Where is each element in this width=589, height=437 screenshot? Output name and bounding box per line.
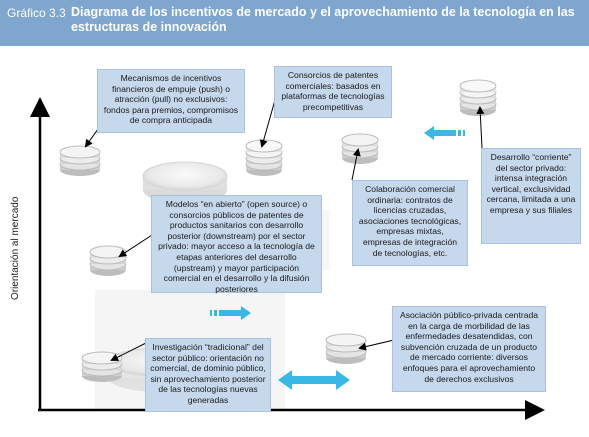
box-traditional-research-text: Investigación “tradicional” del sector público: orientación no comercial, de dominio público, sin aprovechamiento posterior de las tecnologías nuevas generadas (150, 342, 266, 405)
box-commercial-collaboration-text: Colaboración comercial ordinaria: contratos de licencias cruzadas, asociaciones tecnológicas, empresas mixtas, empresas de integración de tecnologías, etc. (358, 184, 462, 258)
box-mainstream-private-text: Desarrollo “corriente” del sector privado: intensa integración vertical, exclusividad cercana, limitada a una empresa y sus filiales (486, 152, 576, 215)
pill-stack-icon (60, 146, 100, 176)
figure-label: Gráfico 3.3 (7, 6, 66, 20)
pill-stack-icon (460, 80, 496, 116)
y-axis-label: Orientación al mercado (10, 196, 21, 300)
box-public-private-partnership (392, 306, 546, 392)
box-push-pull (97, 69, 245, 133)
pill-stack-icon (246, 140, 282, 176)
box-traditional-research (145, 338, 271, 412)
box-commercial-collaboration (352, 180, 468, 266)
pill-stack-icon (82, 352, 122, 382)
left-arrow-icon (424, 126, 465, 140)
box-open-source-text: Modelos “en abierto” (open source) o consorcios públicos de patentes de productos sanitarios con desarrollo posterior (downstream) por el sector privado: mayor acceso a la tecnología de etapas anteriores del desarrollo (upstream) y mayor participación comercial en el desarrollo y la difusión posteriores (158, 199, 315, 294)
box-patent-consortia (274, 66, 392, 118)
figure-title: Diagrama de los incentivos de mercado y el aprovechamiento de la tecnología en las estructuras de innovación (71, 5, 575, 34)
box-public-private-partnership-text: Asociación público-privada centrada en la carga de morbilidad de las enfermedades desatendidas, con subvención cruzada de un producto de mercado corriente: diversos enfoques para el aprovechamiento de derechos exclusivos (399, 310, 539, 384)
connector-arrow (120, 235, 152, 256)
box-open-source (151, 195, 322, 293)
pill-stack-icon (342, 134, 378, 164)
box-mainstream-private (481, 148, 581, 244)
box-push-pull-text: Mecanismos de incentivos financieros de empuje (push) o atracción (pull) no exclusivos: fondos para premios, compromisos de compra anticipada (103, 73, 239, 126)
box-patent-consortia-text: Consorcios de patentes comerciales: basados en plataformas de tecnologías precompetitivas (281, 70, 385, 112)
pill-stack-icon (90, 246, 126, 276)
double-arrow-icon (278, 370, 350, 390)
pill-stack-icon (326, 334, 366, 364)
